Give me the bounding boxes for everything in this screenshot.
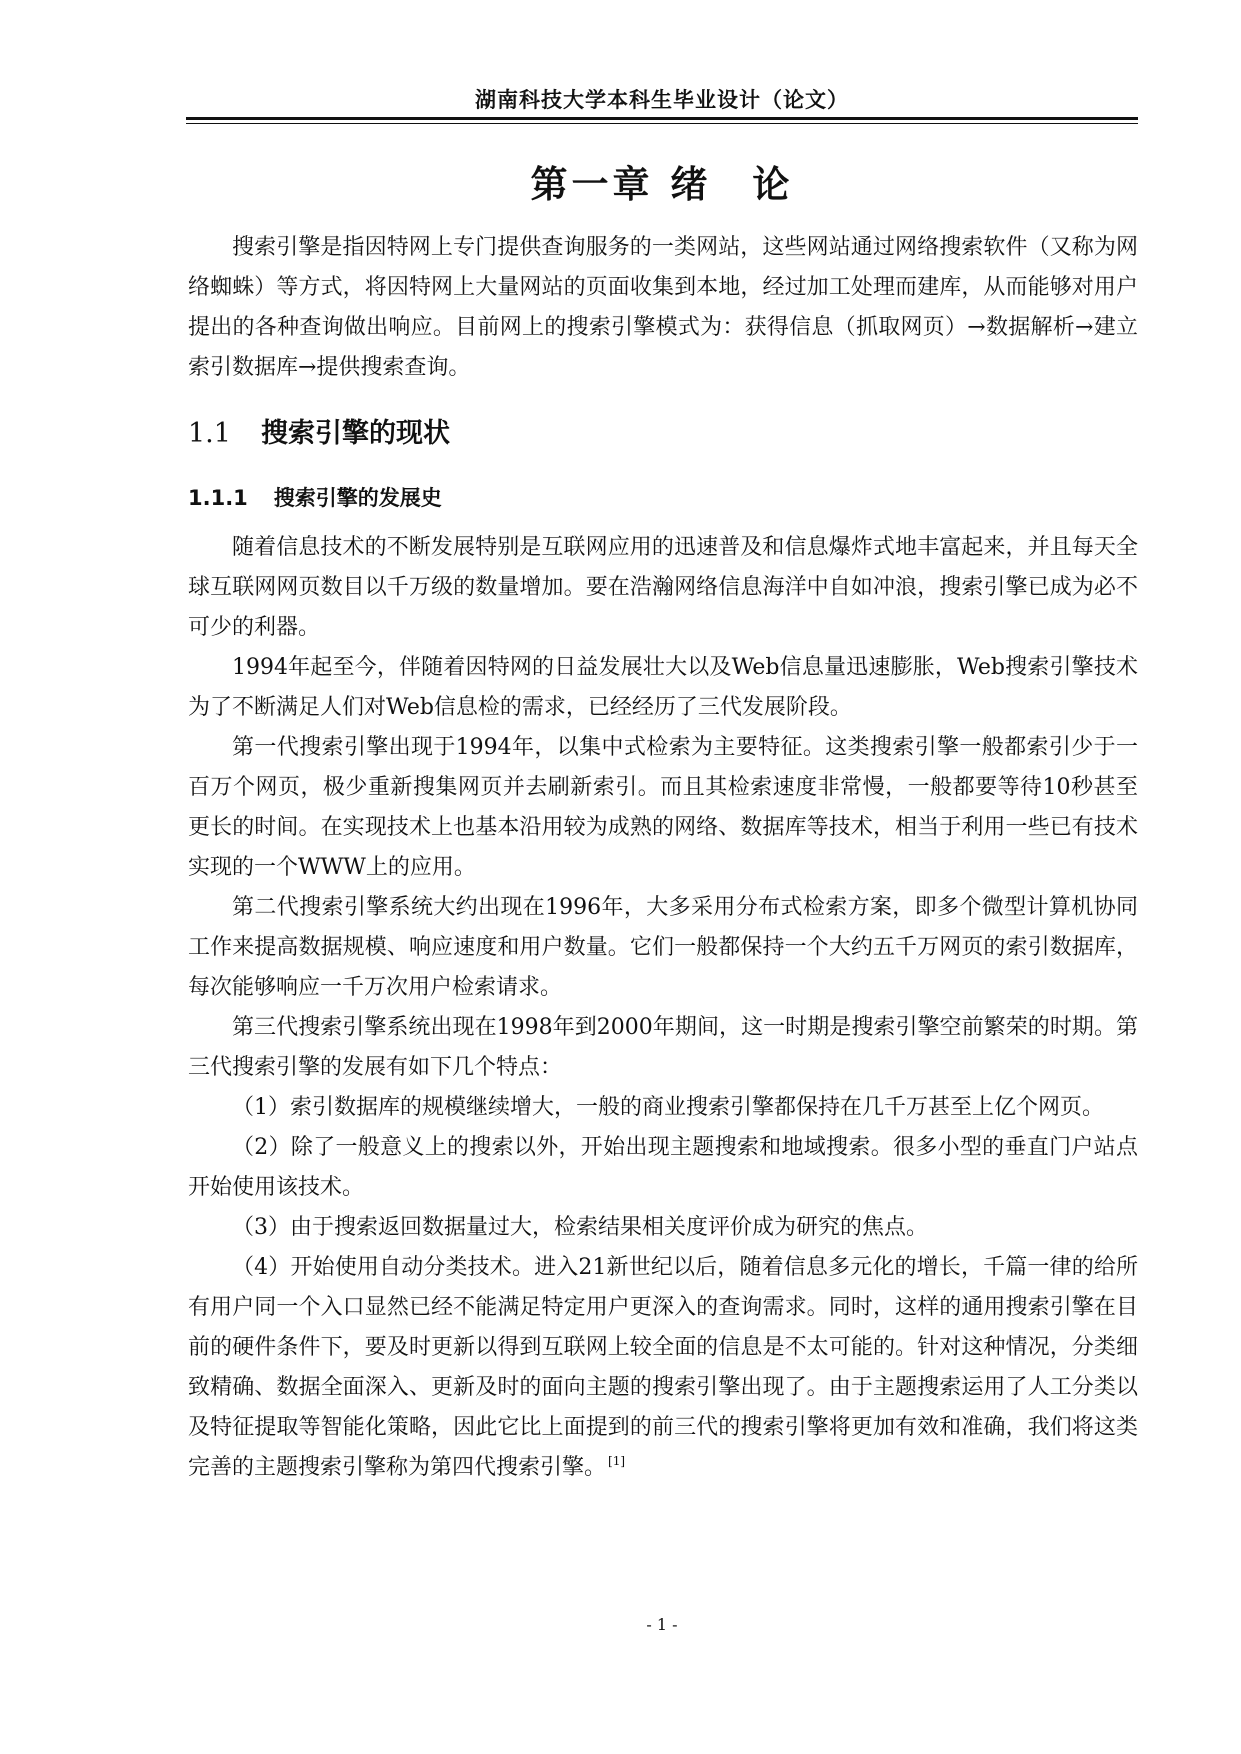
section-heading [188, 402, 1138, 466]
paragraph: 1994年起至今，伴随着因特网的日益发展壮大以及Web信息量迅速膨胀，Web搜索引擎技术为了不断满足人们对Web信息检的需求，已经经历了三代发展阶段。 [188, 655, 1138, 720]
section-number: 1.1 [188, 418, 231, 449]
paragraph: 随着信息技术的不断发展特别是互联网应用的迅速普及和信息爆炸式地丰富起来，并且每天全球互联网网页数目以千万级的数量增加。要在浩瀚网络信息海洋中自如冲浪，搜索引擎已成为必不可少的利器。 [188, 535, 1138, 640]
header-rule-thick [186, 117, 1138, 120]
body-text [188, 228, 1138, 1488]
list-item: （2）除了一般意义上的搜索以外，开始出现主题搜索和地域搜索。很多小型的垂直门户站点开始使用该技术。 [188, 1135, 1138, 1200]
intro-paragraph: 搜索引擎是指因特网上专门提供查询服务的一类网站，这些网站通过网络搜索软件（又称为网络蜘蛛）等方式，将因特网上大量网站的页面收集到本地，经过加工处理而建库，从而能够对用户提出的各种查询做出响应。目前网上的搜索引擎模式为：获得信息（抓取网页）→数据解析→建立索引数据库→提供搜索查询。 [188, 235, 1138, 380]
subsection-heading [188, 474, 1138, 522]
list-item: （3）由于搜索返回数据量过大，检索结果相关度评价成为研究的焦点。 [232, 1215, 928, 1240]
list-item [188, 1248, 1138, 1488]
subsection-title: 搜索引擎的发展史 [273, 486, 442, 510]
list-item: （1）索引数据库的规模继续增大，一般的商业搜索引擎都保持在几千万甚至上亿个网页。 [232, 1095, 1105, 1120]
subsection-number: 1.1.1 [188, 486, 248, 510]
chapter-title: 第一章 绪 论 [530, 163, 794, 206]
page-number: - 1 - [646, 1615, 678, 1634]
running-header: 湖南科技大学本科生毕业设计（论文） [475, 88, 849, 112]
header-rule-thin [186, 123, 1138, 124]
paragraph: 第一代搜索引擎出现于1994年，以集中式检索为主要特征。这类搜索引擎一般都索引少于一百万个网页，极少重新搜集网页并去刷新索引。而且其检索速度非常慢，一般都要等待10秒甚至更长的时间。在实现技术上也基本沿用较为成熟的网络、数据库等技术，相当于利用一些已有技术实现的一个WWW上的应用。 [188, 735, 1138, 880]
list-item-text: （4）开始使用自动分类技术。进入21新世纪以后，随着信息多元化的增长，千篇一律的给所有用户同一个入口显然已经不能满足特定用户更深入的查询需求。同时，这样的通用搜索引擎在目前的硬件条件下，要及时更新以得到互联网上较全面的信息是不太可能的。针对这种情况，分类细致精确、数据全面深入、更新及时的面向主题的搜索引擎出现了。由于主题搜索运用了人工分类以及特征提取等智能化策略，因此它比上面提到的前三代的搜索引擎将更加有效和准确，我们将这类完善的主题搜索引擎称为第四代搜索引擎。 [188, 1255, 1138, 1480]
section-title: 搜索引擎的现状 [260, 418, 450, 449]
paragraph: 第三代搜索引擎系统出现在1998年到2000年期间，这一时期是搜索引擎空前繁荣的时期。第三代搜索引擎的发展有如下几个特点： [188, 1015, 1138, 1080]
citation-ref[interactable]: [1] [608, 1454, 626, 1468]
paragraph: 第二代搜索引擎系统大约出现在1996年，大多采用分布式检索方案，即多个微型计算机协同工作来提高数据规模、响应速度和用户数量。它们一般都保持一个大约五千万网页的索引数据库，每次能够响应一千万次用户检索请求。 [188, 895, 1138, 1000]
